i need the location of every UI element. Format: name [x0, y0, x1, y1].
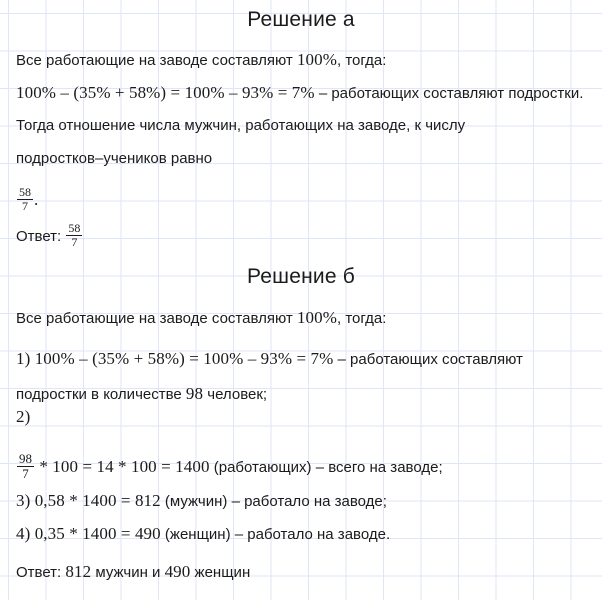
fraction-numerator: 98 [19, 451, 32, 466]
solution-b-step-3 [16, 492, 387, 509]
math-run: 98 [185, 384, 204, 403]
solution-a-line-3: Тогда отношение числа мужчин, работающих на заводе, к числу [16, 117, 466, 134]
math-run: 3) 0,58 * 1400 = 812 [16, 491, 161, 510]
fraction-denominator: 7 [66, 235, 82, 249]
solution-b-step-1-cont [16, 385, 267, 402]
answer-label: Ответ: [16, 227, 62, 245]
solution-a-answer [16, 222, 83, 249]
text-run: , тогда: [337, 52, 387, 69]
solution-b-line-1 [16, 309, 386, 326]
text-run: (женщин) [160, 526, 231, 543]
math-run: 2) [16, 407, 31, 426]
text-run: Все работающие на заводе составляют [16, 52, 297, 69]
text-run: человек; [203, 386, 268, 403]
text-run: Все работающие на заводе составляют [16, 310, 297, 327]
solution-a-line-2 [16, 84, 583, 101]
fraction-58-over-7 [17, 186, 33, 213]
fraction-denominator: 7 [17, 199, 33, 213]
text-run: , тогда: [337, 310, 387, 327]
solution-b-heading: Решение б [247, 265, 355, 288]
period-mark: . [34, 189, 39, 209]
fraction-numerator: 58 [68, 221, 81, 235]
math-run: 4) 0,35 * 1400 = 490 [16, 524, 161, 543]
text-run: (мужчин) [160, 493, 228, 510]
solution-b-step-4 [16, 525, 390, 542]
solution-a-line-1 [16, 51, 386, 68]
solution-a-heading: Решение а [247, 8, 355, 31]
solution-a-line-4: подростков–учеников равно [16, 150, 213, 167]
solution-b-answer [16, 563, 250, 580]
fraction-denominator: 7 [17, 466, 34, 481]
text-run: – работало на заводе. [230, 526, 391, 543]
math-run: 490 [164, 562, 191, 581]
math-run: 812 [65, 562, 92, 581]
text-run: (работающих) [209, 459, 312, 477]
math-run: 1) 100% – (35% + 58%) = 100% – 93% = 7% [16, 349, 334, 368]
fraction-numerator: 58 [19, 185, 31, 199]
text-run: мужчин и [91, 564, 165, 581]
solution-b-step-2-label [16, 408, 30, 425]
text-run: – работающих составляют [333, 351, 523, 368]
text-run: подростки в количестве [16, 386, 186, 403]
math-run: 100% [296, 308, 337, 327]
text-run: – работающих составляют подростки. [314, 85, 584, 102]
fraction-98-over-7 [17, 452, 34, 481]
math-run: 100% [296, 50, 337, 69]
solution-b-step-2-expression [16, 452, 443, 481]
text-run: женщин [190, 564, 251, 581]
solution-a-ratio-fraction [16, 186, 38, 213]
solution-b-step-1 [16, 350, 523, 367]
math-run: 100% – (35% + 58%) = 100% – 93% = 7% [16, 83, 315, 102]
answer-fraction-58-over-7 [66, 222, 82, 249]
math-run: * 100 = 14 * 100 = 1400 [35, 457, 210, 477]
text-run: – работало на заводе; [227, 493, 387, 510]
text-run: – всего на заводе; [311, 459, 443, 477]
answer-label: Ответ: [16, 564, 66, 581]
